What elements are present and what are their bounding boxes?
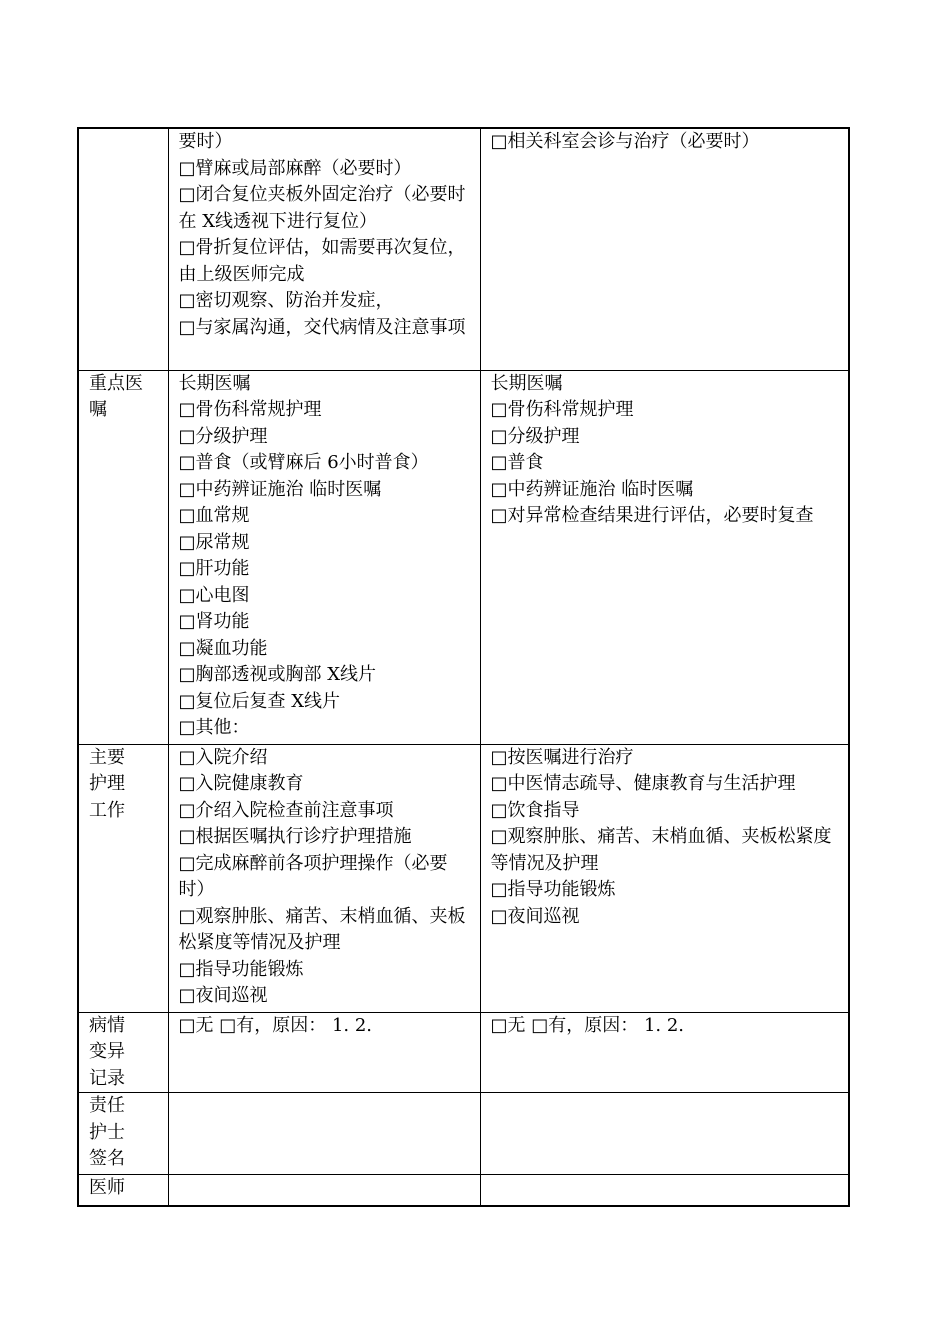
table-body [78, 128, 849, 1206]
checklist-item: □肾功能 [178, 611, 250, 632]
table-row [78, 128, 849, 370]
checklist-item: □无 □有，原因： 1. 2. [178, 1014, 373, 1036]
day-column-right-cell [480, 744, 849, 1012]
checklist-item: □尿常规 [178, 531, 250, 553]
checklist-item: □中医情志疏导、健康教育与生活护理 [490, 773, 796, 794]
checklist-item: □血常规 [178, 505, 250, 526]
day-column-right-cell [480, 1093, 849, 1175]
table-row [78, 1175, 849, 1206]
day-column-left-cell [168, 128, 480, 370]
row-label: 主要 [89, 746, 125, 768]
checklist-item: □指导功能锻炼 [490, 879, 616, 900]
row-label: 记录 [89, 1067, 125, 1089]
row-label: 护士 [89, 1121, 125, 1143]
day-column-left-cell [168, 1012, 480, 1093]
table-row [78, 744, 849, 1012]
checklist-item: □夜间巡视 [178, 985, 268, 1006]
row-label-cell [78, 1012, 168, 1093]
checklist-item: □闭合复位夹板外固定治疗（必要时在 X线透视下进行复位） [178, 184, 466, 232]
day-column-right-cell [480, 1012, 849, 1093]
checklist-item: □分级护理 [490, 425, 580, 447]
table-row [78, 1012, 849, 1093]
checklist-item: □与家属沟通，交代病情及注意事项 [178, 316, 466, 338]
row-label-cell [78, 744, 168, 1012]
checklist-item: □入院健康教育 [178, 773, 304, 794]
checklist-item: □按医嘱进行治疗 [490, 746, 634, 768]
checklist-item: □入院介绍 [178, 746, 268, 768]
checklist-item: 长期医嘱 [178, 372, 251, 394]
row-label: 变异 [89, 1041, 125, 1062]
checklist-item: □骨伤科常规护理 [178, 399, 322, 420]
checklist-item: □普食（或臂麻后 6小时普食） [178, 452, 429, 473]
checklist-item: □指导功能锻炼 [178, 958, 304, 980]
checklist-item: □中药辨证施治 临时医嘱 [490, 478, 694, 500]
row-label: 签名 [89, 1148, 125, 1169]
checklist-item: □凝血功能 [178, 637, 268, 659]
checklist-item: □肝功能 [178, 558, 250, 579]
day-column-right-cell [480, 370, 849, 744]
day-column-left-cell [168, 744, 480, 1012]
checklist-item: □骨折复位评估，如需要再次复位，由上级医师完成 [178, 237, 466, 285]
day-column-left-cell [168, 1175, 480, 1206]
checklist-item: 要时） [178, 131, 233, 152]
table-row [78, 1093, 849, 1175]
row-label: 重点医 [89, 372, 143, 394]
checklist-item: □对异常检查结果进行评估，必要时复查 [490, 505, 814, 526]
checklist-item: □臂麻或局部麻醉（必要时） [178, 157, 412, 179]
checklist-item: □无 □有，原因： 1. 2. [490, 1014, 685, 1036]
row-label: 护理 [89, 773, 125, 794]
checklist-item: □根据医嘱执行诊疗护理措施 [178, 826, 412, 847]
checklist-item: □普食 [490, 452, 544, 473]
checklist-item: 长期医嘱 [490, 372, 563, 394]
row-label: 工作 [89, 799, 125, 821]
checklist-item: □观察肿胀、痛苦、末梢血循、夹板松紧度等情况及护理 [178, 905, 466, 953]
checklist-item: □其他： [178, 717, 250, 738]
row-label: 医师 [89, 1177, 125, 1198]
row-label: 嘱 [89, 399, 107, 420]
clinical-pathway-table [77, 127, 850, 1207]
checklist-item: □中药辨证施治 临时医嘱 [178, 478, 382, 500]
day-column-left-cell [168, 370, 480, 744]
row-label-cell [78, 128, 168, 370]
checklist-item: □密切观察、防治并发症， [178, 290, 394, 311]
row-label-cell [78, 1093, 168, 1175]
checklist-item: □饮食指导 [490, 799, 580, 821]
row-label-cell [78, 370, 168, 744]
checklist-item: □骨伤科常规护理 [490, 399, 634, 420]
checklist-item: □观察肿胀、痛苦、末梢血循、夹板松紧度等情况及护理 [490, 826, 832, 874]
table-row [78, 370, 849, 744]
day-column-right-cell [480, 1175, 849, 1206]
checklist-item: □夜间巡视 [490, 905, 580, 927]
checklist-item: □相关科室会诊与治疗（必要时） [490, 131, 760, 152]
checklist-item: □介绍入院检查前注意事项 [178, 799, 394, 821]
checklist-item: □心电图 [178, 584, 250, 606]
row-label: 责任 [89, 1095, 125, 1116]
day-column-left-cell [168, 1093, 480, 1175]
checklist-item: □分级护理 [178, 425, 268, 447]
checklist-item: □胸部透视或胸部 X线片 [178, 664, 377, 685]
row-label-cell [78, 1175, 168, 1206]
row-label: 病情 [89, 1014, 125, 1036]
checklist-item: □完成麻醉前各项护理操作（必要时） [178, 852, 448, 900]
day-column-right-cell [480, 128, 849, 370]
checklist-item: □复位后复查 X线片 [178, 690, 341, 712]
